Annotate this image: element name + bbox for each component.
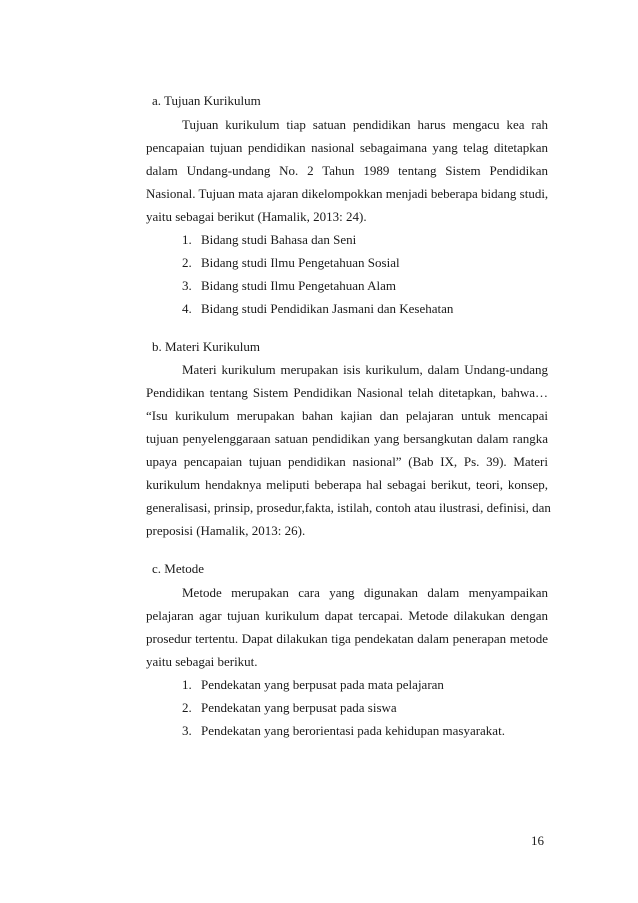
section-c-list-item bbox=[182, 723, 505, 739]
section-b-line-7: generalisasi, prinsip, prosedur,fakta, istilah, contoh atau ilustrasi, definisi, dan bbox=[146, 500, 551, 515]
section-c-line-3: prosedur tertentu. Dapat dilakukan tiga pendekatan dalam penerapan metode bbox=[146, 631, 548, 646]
section-b-line-1: Materi kurikulum merupakan isis kurikulum, dalam Undang-undang bbox=[182, 362, 548, 377]
section-c-line-2: pelajaran agar tujuan kurikulum dapat tercapai. Metode dilakukan dengan bbox=[146, 608, 548, 623]
list-number: 1. bbox=[182, 232, 192, 247]
section-b-line-8: preposisi (Hamalik, 2013: 26). bbox=[146, 523, 306, 538]
section-c-heading: c. Metode bbox=[152, 561, 204, 576]
list-number: 1. bbox=[182, 677, 192, 692]
section-c-list-item bbox=[182, 677, 444, 693]
section-b-line-6: kurikulum hendaknya meliputi beberapa hal sebagai berikut, teori, konsep, bbox=[146, 477, 548, 492]
section-a-line-1: Tujuan kurikulum tiap satuan pendidikan harus mengacu kea rah bbox=[182, 117, 548, 132]
list-text: Bidang studi Bahasa dan Seni bbox=[201, 232, 357, 247]
section-a-line-3: dalam Undang-undang No. 2 Tahun 1989 tentang Sistem Pendidikan bbox=[146, 163, 548, 178]
section-b-heading: b. Materi Kurikulum bbox=[152, 339, 260, 354]
list-text: Pendekatan yang berpusat pada siswa bbox=[201, 700, 397, 715]
section-a-list-item bbox=[182, 278, 396, 294]
section-a-list-item bbox=[182, 255, 400, 271]
section-b-line-5: upaya pencapaian tujuan pendidikan nasional” (Bab IX, Ps. 39). Materi bbox=[146, 454, 548, 469]
section-c-list-item bbox=[182, 700, 397, 716]
section-a-heading: a. Tujuan Kurikulum bbox=[152, 93, 261, 108]
page-number: 16 bbox=[531, 833, 544, 848]
list-number: 2. bbox=[182, 255, 192, 270]
list-number: 3. bbox=[182, 278, 192, 293]
section-a-line-4: Nasional. Tujuan mata ajaran dikelompokkan menjadi beberapa bidang studi, bbox=[146, 186, 549, 201]
list-text: Pendekatan yang berorientasi pada kehidupan masyarakat. bbox=[201, 723, 505, 738]
section-c-line-1: Metode merupakan cara yang digunakan dalam menyampaikan bbox=[182, 585, 548, 600]
list-text: Pendekatan yang berpusat pada mata pelajaran bbox=[201, 677, 444, 692]
section-a-line-5: yaitu sebagai berikut (Hamalik, 2013: 24). bbox=[146, 209, 367, 224]
section-b-line-3: “Isu kurikulum merupakan bahan kajian dan pelajaran untuk mencapai bbox=[146, 408, 548, 423]
list-text: Bidang studi Ilmu Pengetahuan Sosial bbox=[201, 255, 400, 270]
section-a-list-item bbox=[182, 301, 453, 317]
list-number: 4. bbox=[182, 301, 192, 316]
section-a-line-2: pencapaian tujuan pendidikan nasional sebagaimana yang telag ditetapkan bbox=[146, 140, 548, 155]
section-b-line-4: tujuan penyelenggaraan satuan pendidikan yang bersangkutan dalam rangka bbox=[146, 431, 548, 446]
list-number: 2. bbox=[182, 700, 192, 715]
section-c-line-4: yaitu sebagai berikut. bbox=[146, 654, 258, 669]
section-a-list-item bbox=[182, 232, 356, 248]
section-b-line-2: Pendidikan tentang Sistem Pendidikan Nasional telah ditetapkan, bahwa… bbox=[146, 385, 548, 400]
list-text: Bidang studi Ilmu Pengetahuan Alam bbox=[201, 278, 396, 293]
list-number: 3. bbox=[182, 723, 192, 738]
list-text: Bidang studi Pendidikan Jasmani dan Kesehatan bbox=[201, 301, 454, 316]
